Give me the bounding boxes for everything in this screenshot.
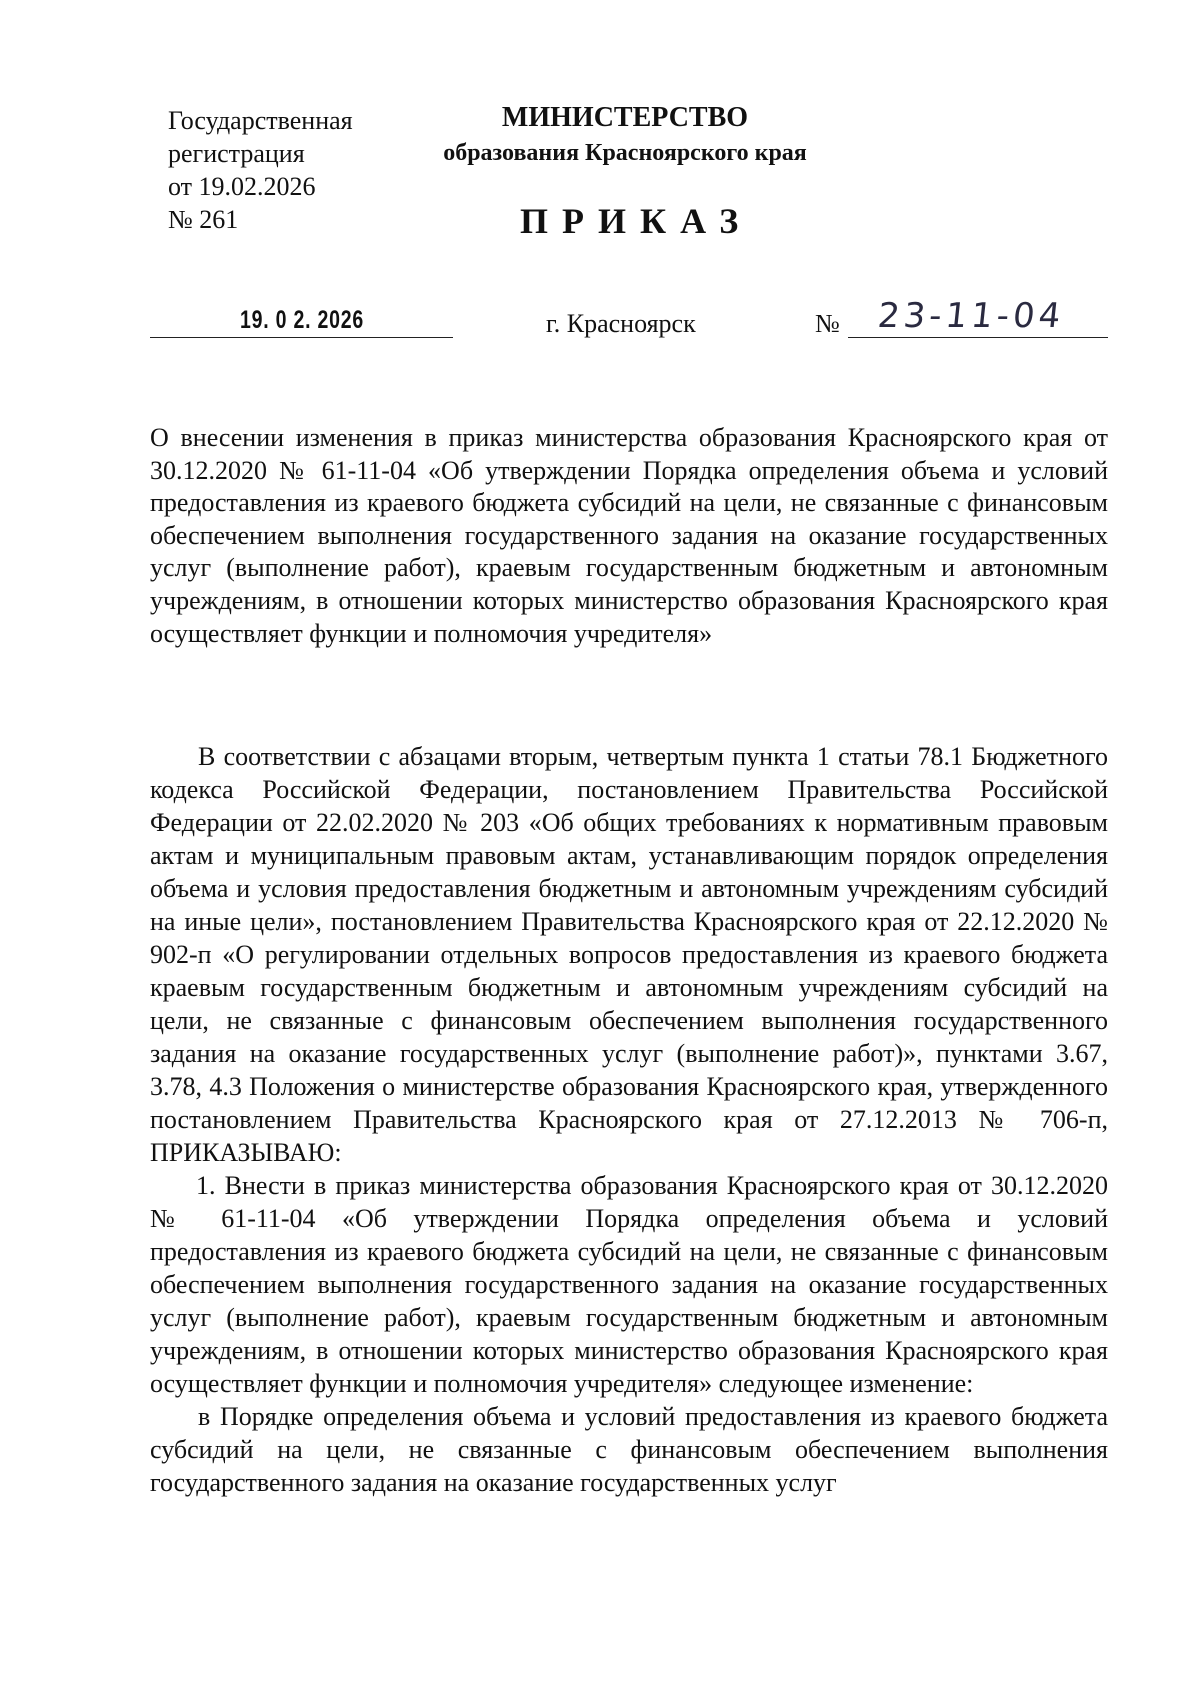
- item-1-continuation: в Порядке определения объема и условий предоставления из краевого бюджета субсидий на цели, не связанные с финансовым обеспечением выполнения государственного задания на оказание государственных услуг: [150, 1402, 1108, 1497]
- registration-number: № 261: [168, 205, 239, 234]
- number-sign: №: [815, 309, 840, 338]
- registration-date: от 19.02.2026: [168, 172, 316, 201]
- preamble-paragraph: В соответствии с абзацами вторым, четвертым пункта 1 статьи 78.1 Бюджетного кодекса Российской Федерации, постановлением Правительства Российской Федерации от 22.02.2020 № 203 «Об общих требованиях к нормативным правовым актам и муниципальным правовым актам, устанавливающим порядок определения объема и условия предоставления бюджетным и автономным учреждениям субсидий на иные цели», постановлением Правительства Красноярского края от 22.12.2020 № 902-п «О регулировании отдельных вопросов предоставления из краевого бюджета краевым государственным бюджетным и автономным учреждениям субсидий на цели, не связанные с финансовым обеспечением выполнения государственного задания на оказание государственных услуг (выполнение работ)», пунктами 3.67, 3.78, 4.3 Положения о министерстве образования Красноярского края, утвержденного постановлением Правительства Красноярского края от 27.12.2013 № 706-п, ПРИКАЗЫВАЮ:: [150, 742, 1108, 1167]
- registration-stamp: [168, 104, 353, 236]
- item-1-paragraph: 1. Внести в приказ министерства образования Красноярского края от 30.12.2020 № 61-11-04 «Об утверждении Порядка определения объема и условий предоставления из краевого бюджета субсидий на цели, не связанные с финансовым обеспечением выполнения государственного задания на оказание государственных услуг (выполнение работ), краевым государственным бюджетным и автономным учреждениям, в отношении которых министерство образования Красноярского края осуществляет функции и полномочия учредителя» следующее изменение:: [150, 1171, 1108, 1398]
- number-underline: [848, 337, 1108, 338]
- document-type: ПРИКАЗ: [520, 201, 753, 241]
- registration-line: Государственная: [168, 106, 353, 135]
- order-number: 23-11-04: [875, 296, 1067, 336]
- registration-line: регистрация: [168, 139, 305, 168]
- order-title: О внесении изменения в приказ министерства образования Красноярского края от 30.12.2020 № 61-11-04 «Об утверждении Порядка определения объема и условий предоставления из краевого бюджета субсидий на цели, не связанные с финансовым обеспечением выполнения государственного задания на оказание государственных услуг (выполнение работ), краевым государственным бюджетным и автономным учреждениям, в отношении которых министерство образования Красноярского края осуществляет функции и полномочия учредителя»: [150, 423, 1108, 648]
- date-underline: [150, 337, 453, 338]
- ministry-subtitle: образования Красноярского края: [443, 140, 807, 166]
- order-date: 19. 0 2. 2026: [240, 306, 364, 334]
- ministry-header: [395, 100, 855, 170]
- order-city: г. Красноярск: [546, 309, 696, 338]
- order-body: [150, 740, 1108, 1499]
- ministry-name: МИНИСТЕРСТВО: [501, 102, 749, 133]
